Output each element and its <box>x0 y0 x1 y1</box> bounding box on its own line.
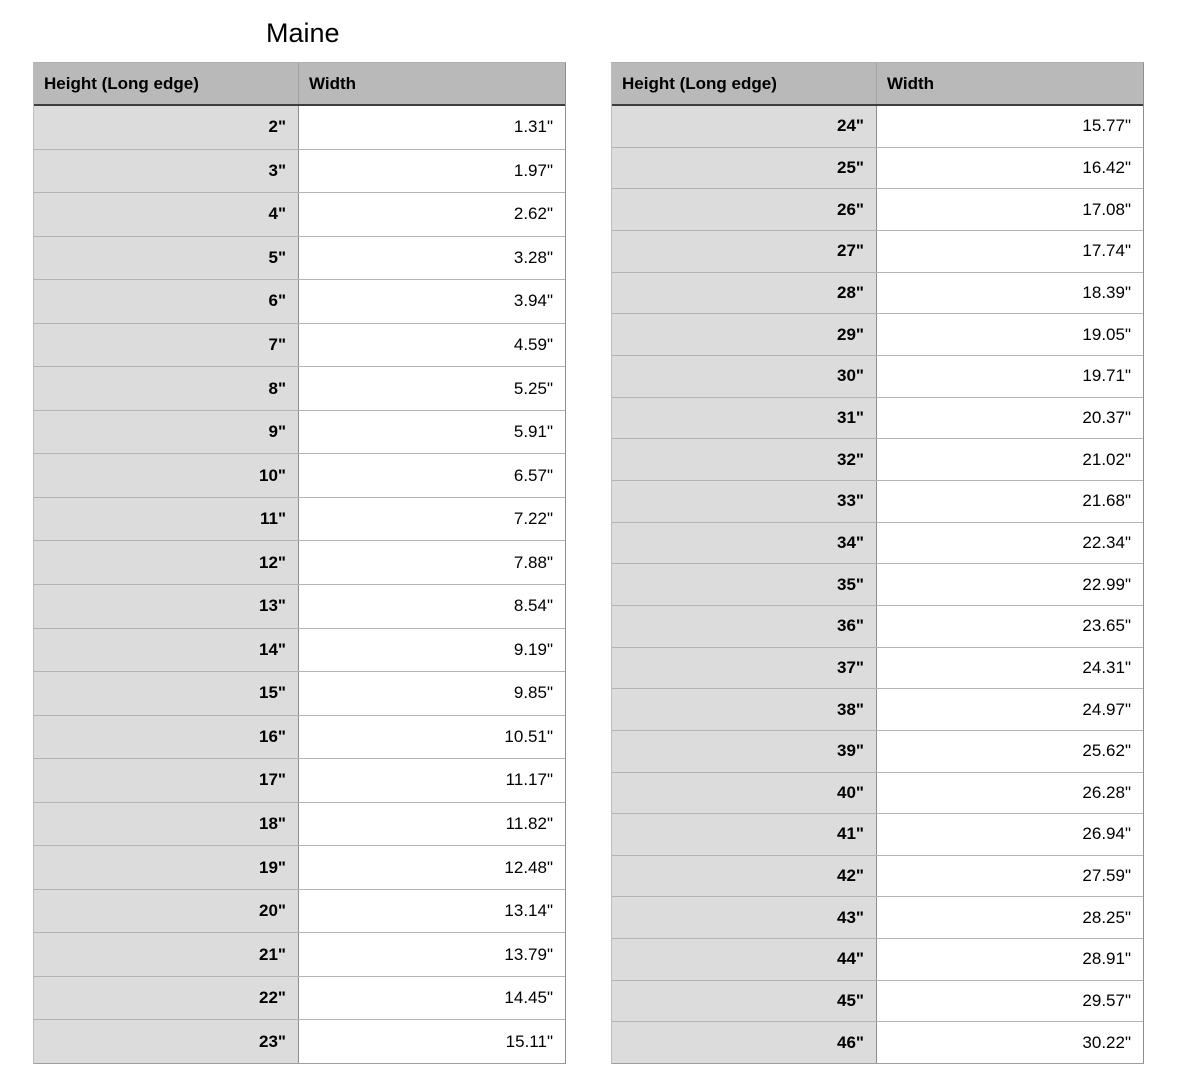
width-cell: 16.42" <box>877 148 1143 189</box>
table-row <box>34 410 565 454</box>
table-row <box>34 279 565 323</box>
height-cell: 19" <box>34 846 299 889</box>
height-cell: 9" <box>34 411 299 454</box>
width-cell: 18.39" <box>877 273 1143 314</box>
height-cell: 6" <box>34 280 299 323</box>
table-row <box>34 149 565 193</box>
table-row <box>612 522 1143 564</box>
height-cell: 42" <box>612 856 877 897</box>
table-row <box>612 355 1143 397</box>
table-row <box>612 106 1143 147</box>
height-cell: 2" <box>34 106 299 149</box>
width-cell: 14.45" <box>299 977 565 1020</box>
size-table-left <box>33 62 566 1064</box>
width-cell: 26.28" <box>877 773 1143 814</box>
height-cell: 25" <box>612 148 877 189</box>
width-cell: 7.88" <box>299 541 565 584</box>
width-cell: 9.85" <box>299 672 565 715</box>
height-cell: 8" <box>34 367 299 410</box>
width-cell: 12.48" <box>299 846 565 889</box>
table-row <box>34 453 565 497</box>
table-header-row <box>34 63 565 106</box>
height-cell: 11" <box>34 498 299 541</box>
height-cell: 32" <box>612 439 877 480</box>
size-table-right <box>611 62 1144 1064</box>
table-row <box>612 1021 1143 1063</box>
height-cell: 3" <box>34 150 299 193</box>
width-cell: 20.37" <box>877 398 1143 439</box>
column-header-height: Height (Long edge) <box>34 63 299 104</box>
table-row <box>612 688 1143 730</box>
table-row <box>34 889 565 933</box>
height-cell: 39" <box>612 731 877 772</box>
table-row <box>34 845 565 889</box>
column-header-width: Width <box>887 73 935 93</box>
height-cell: 20" <box>34 890 299 933</box>
table-row <box>612 147 1143 189</box>
table-row <box>34 715 565 759</box>
height-cell: 46" <box>612 1022 877 1063</box>
table-row <box>34 106 565 149</box>
width-cell: 7.22" <box>299 498 565 541</box>
height-cell: 17" <box>34 759 299 802</box>
width-cell: 4.59" <box>299 324 565 367</box>
table-row <box>34 1019 565 1063</box>
table-row <box>612 230 1143 272</box>
table-row <box>612 438 1143 480</box>
width-cell: 1.31" <box>299 106 565 149</box>
width-cell: 21.02" <box>877 439 1143 480</box>
height-cell: 7" <box>34 324 299 367</box>
table-header-row <box>612 63 1143 106</box>
height-cell: 23" <box>34 1020 299 1063</box>
table-row <box>612 188 1143 230</box>
table-row <box>34 584 565 628</box>
height-cell: 30" <box>612 356 877 397</box>
width-cell: 28.25" <box>877 897 1143 938</box>
height-cell: 13" <box>34 585 299 628</box>
height-cell: 41" <box>612 814 877 855</box>
height-cell: 4" <box>34 193 299 236</box>
height-cell: 16" <box>34 716 299 759</box>
width-cell: 10.51" <box>299 716 565 759</box>
height-cell: 15" <box>34 672 299 715</box>
width-cell: 6.57" <box>299 454 565 497</box>
column-header-width: Width <box>309 73 357 93</box>
table-row <box>34 192 565 236</box>
table-row <box>612 397 1143 439</box>
table-row <box>612 647 1143 689</box>
width-cell: 17.74" <box>877 231 1143 272</box>
width-cell: 13.14" <box>299 890 565 933</box>
width-cell: 30.22" <box>877 1022 1143 1063</box>
height-cell: 24" <box>612 106 877 147</box>
width-cell: 11.82" <box>299 803 565 846</box>
table-row <box>34 497 565 541</box>
width-cell: 25.62" <box>877 731 1143 772</box>
width-cell: 3.28" <box>299 237 565 280</box>
width-cell: 2.62" <box>299 193 565 236</box>
width-cell: 29.57" <box>877 981 1143 1022</box>
width-cell: 24.97" <box>877 689 1143 730</box>
height-cell: 5" <box>34 237 299 280</box>
table-row <box>612 813 1143 855</box>
width-cell: 9.19" <box>299 629 565 672</box>
width-cell: 22.34" <box>877 523 1143 564</box>
height-cell: 14" <box>34 629 299 672</box>
width-cell: 23.65" <box>877 606 1143 647</box>
height-cell: 45" <box>612 981 877 1022</box>
width-cell: 15.11" <box>299 1020 565 1063</box>
table-row <box>612 605 1143 647</box>
width-cell: 15.77" <box>877 106 1143 147</box>
width-cell: 8.54" <box>299 585 565 628</box>
width-cell: 28.91" <box>877 939 1143 980</box>
width-cell: 13.79" <box>299 933 565 976</box>
table-body <box>612 106 1143 1063</box>
table-row <box>34 323 565 367</box>
table-row <box>34 671 565 715</box>
height-cell: 35" <box>612 564 877 605</box>
table-row <box>612 313 1143 355</box>
table-row <box>612 480 1143 522</box>
height-cell: 37" <box>612 648 877 689</box>
width-cell: 21.68" <box>877 481 1143 522</box>
table-row <box>612 563 1143 605</box>
height-cell: 43" <box>612 897 877 938</box>
width-cell: 19.71" <box>877 356 1143 397</box>
width-cell: 24.31" <box>877 648 1143 689</box>
table-row <box>612 772 1143 814</box>
page-title: Maine <box>266 18 340 48</box>
width-cell: 19.05" <box>877 314 1143 355</box>
height-cell: 22" <box>34 977 299 1020</box>
table-row <box>612 730 1143 772</box>
height-cell: 31" <box>612 398 877 439</box>
table-row <box>34 628 565 672</box>
table-row <box>34 366 565 410</box>
height-cell: 29" <box>612 314 877 355</box>
table-row <box>612 938 1143 980</box>
width-cell: 11.17" <box>299 759 565 802</box>
height-cell: 33" <box>612 481 877 522</box>
height-cell: 18" <box>34 803 299 846</box>
height-cell: 27" <box>612 231 877 272</box>
table-row <box>34 932 565 976</box>
table-row <box>612 980 1143 1022</box>
width-cell: 3.94" <box>299 280 565 323</box>
table-row <box>34 236 565 280</box>
table-row <box>34 976 565 1020</box>
width-cell: 17.08" <box>877 189 1143 230</box>
height-cell: 44" <box>612 939 877 980</box>
width-cell: 5.91" <box>299 411 565 454</box>
width-cell: 1.97" <box>299 150 565 193</box>
height-cell: 40" <box>612 773 877 814</box>
column-header-height: Height (Long edge) <box>612 63 877 104</box>
height-cell: 38" <box>612 689 877 730</box>
table-row <box>34 802 565 846</box>
table-row <box>612 272 1143 314</box>
height-cell: 26" <box>612 189 877 230</box>
height-cell: 34" <box>612 523 877 564</box>
height-cell: 36" <box>612 606 877 647</box>
height-cell: 10" <box>34 454 299 497</box>
table-row <box>34 758 565 802</box>
height-cell: 28" <box>612 273 877 314</box>
table-row <box>612 896 1143 938</box>
width-cell: 22.99" <box>877 564 1143 605</box>
table-row <box>612 855 1143 897</box>
table-body <box>34 106 565 1063</box>
width-cell: 27.59" <box>877 856 1143 897</box>
table-row <box>34 540 565 584</box>
width-cell: 26.94" <box>877 814 1143 855</box>
height-cell: 12" <box>34 541 299 584</box>
width-cell: 5.25" <box>299 367 565 410</box>
height-cell: 21" <box>34 933 299 976</box>
